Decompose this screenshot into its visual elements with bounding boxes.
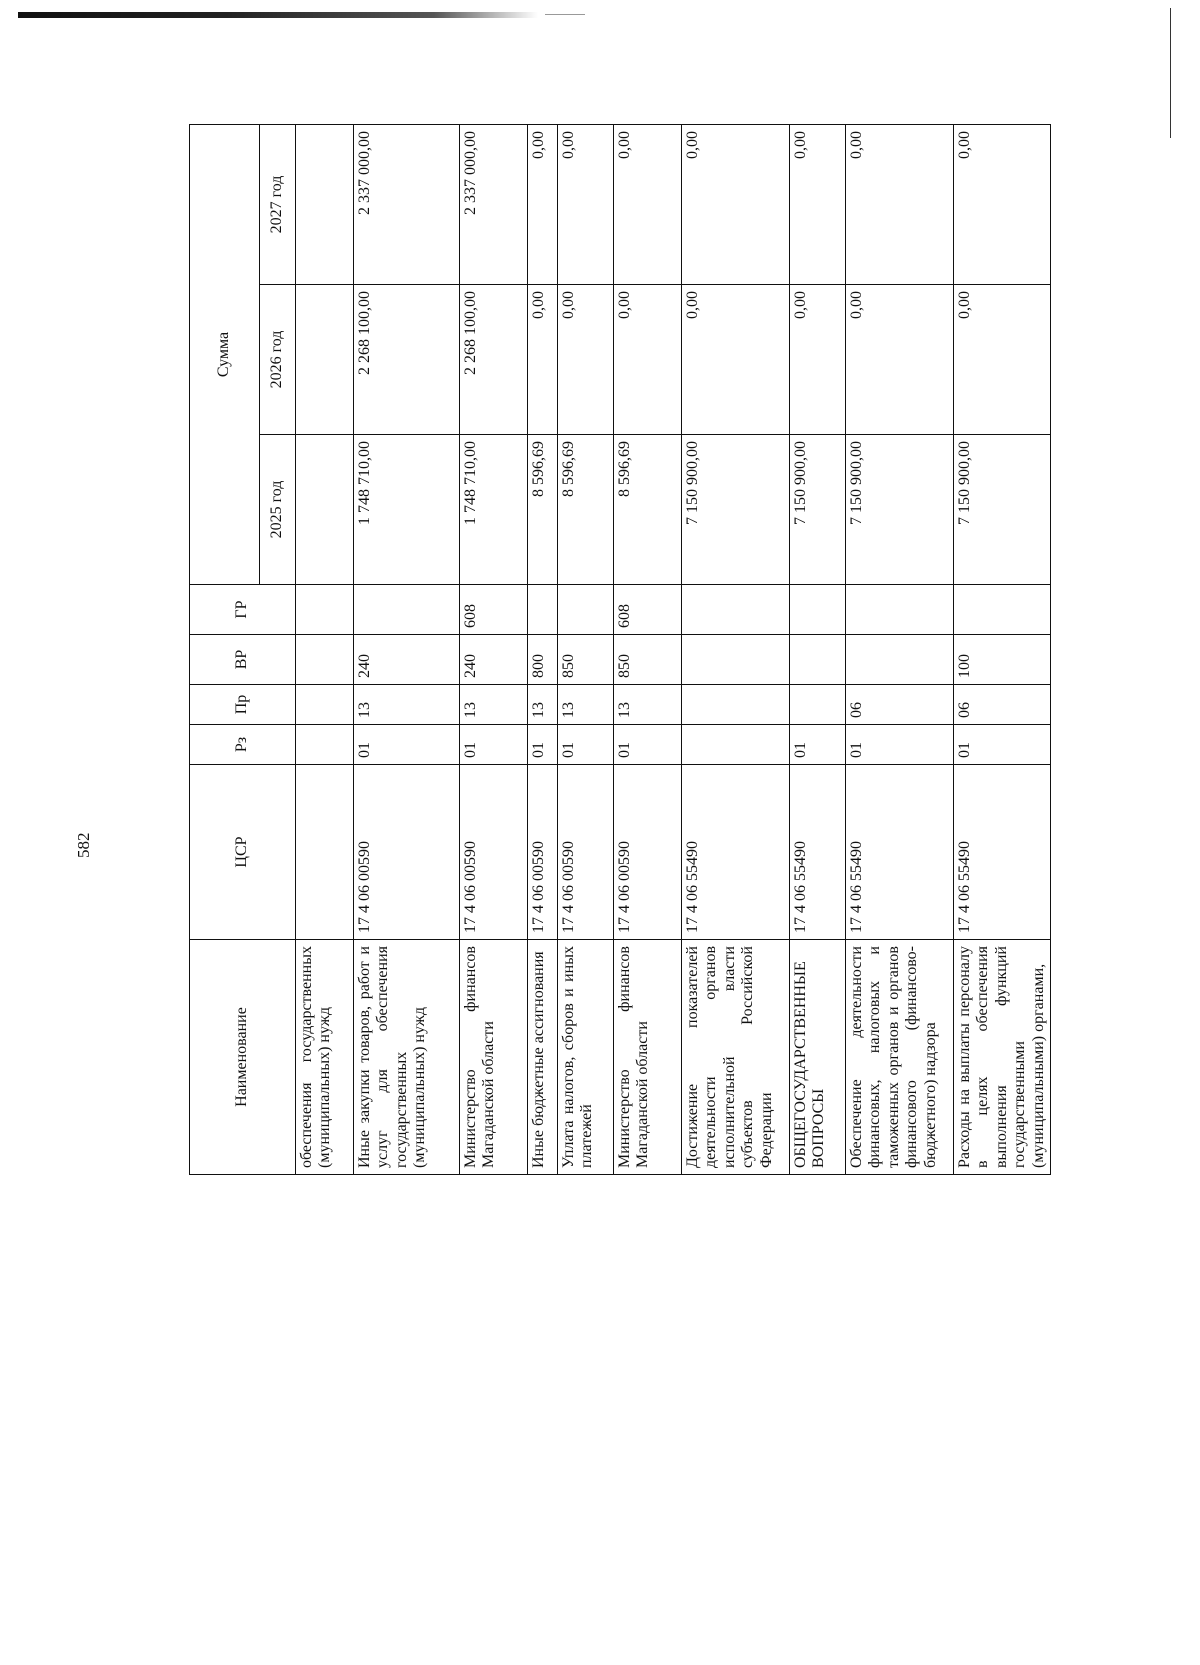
cell-csr: 17 4 06 55490: [682, 765, 790, 940]
cell-2025: 1 748 710,00: [460, 435, 528, 585]
header-vr: ВР: [190, 635, 296, 685]
table-row: [846, 125, 954, 1175]
cell-2027: 0,00: [846, 125, 954, 285]
table-row: [682, 125, 790, 1175]
scan-artifact: [545, 14, 585, 15]
cell-2025: 8 596,69: [558, 435, 614, 585]
cell-2025: 7 150 900,00: [790, 435, 846, 585]
cell-gr: [558, 585, 614, 635]
cell-name: Уплата налогов, сборов и иных платежей: [558, 940, 614, 1175]
cell-pr: [296, 685, 354, 725]
cell-2027: 2 337 000,00: [460, 125, 528, 285]
cell-vr: 850: [558, 635, 614, 685]
cell-rz: 01: [528, 725, 558, 765]
table-row: [558, 125, 614, 1175]
cell-2026: 0,00: [846, 285, 954, 435]
cell-name: обеспечения государственных (муниципальных) нужд: [296, 940, 354, 1175]
cell-2027: [296, 125, 354, 285]
cell-name: Достижение показателей деятельности органов исполнительной власти субъектов Российской Федерации: [682, 940, 790, 1175]
table-row: [614, 125, 682, 1175]
cell-gr: [682, 585, 790, 635]
header-gr: ГР: [190, 585, 296, 635]
cell-2026: 0,00: [614, 285, 682, 435]
table-body: [296, 125, 1051, 1175]
cell-gr: [354, 585, 460, 635]
cell-2025: 7 150 900,00: [846, 435, 954, 585]
cell-rz: 01: [354, 725, 460, 765]
cell-gr: 608: [460, 585, 528, 635]
cell-name: Иные бюджетные ассигнования: [528, 940, 558, 1175]
cell-vr: [846, 635, 954, 685]
rotated-table-container: [189, 125, 1069, 1175]
header-year-2027: 2027 год: [260, 125, 296, 285]
cell-pr: [790, 685, 846, 725]
budget-table: [189, 124, 1051, 1175]
cell-2025: 7 150 900,00: [682, 435, 790, 585]
cell-rz: 01: [614, 725, 682, 765]
cell-pr: [682, 685, 790, 725]
cell-2026: 2 268 100,00: [460, 285, 528, 435]
cell-2027: 0,00: [528, 125, 558, 285]
cell-vr: [682, 635, 790, 685]
page-number: 582: [74, 832, 93, 858]
cell-gr: [528, 585, 558, 635]
cell-vr: 800: [528, 635, 558, 685]
cell-2025: 8 596,69: [528, 435, 558, 585]
cell-2025: [296, 435, 354, 585]
cell-csr: [296, 765, 354, 940]
cell-vr: 850: [614, 635, 682, 685]
cell-name: Министерство финансов Магаданской области: [460, 940, 528, 1175]
cell-2027: 0,00: [954, 125, 1051, 285]
cell-vr: 240: [460, 635, 528, 685]
cell-gr: 608: [614, 585, 682, 635]
cell-vr: [296, 635, 354, 685]
cell-rz: [682, 725, 790, 765]
cell-pr: 13: [528, 685, 558, 725]
cell-pr: 06: [954, 685, 1051, 725]
cell-csr: 17 4 06 55490: [790, 765, 846, 940]
table-row: [460, 125, 528, 1175]
cell-rz: 01: [460, 725, 528, 765]
cell-rz: 01: [790, 725, 846, 765]
table-row: [296, 125, 354, 1175]
cell-vr: 240: [354, 635, 460, 685]
page-edge-line: [1170, 8, 1171, 138]
cell-name: ОБЩЕГОСУДАРСТВЕННЫЕ ВОПРОСЫ: [790, 940, 846, 1175]
header-name: Наименование: [190, 940, 296, 1175]
table-row: [790, 125, 846, 1175]
cell-2025: 7 150 900,00: [954, 435, 1051, 585]
cell-vr: 100: [954, 635, 1051, 685]
cell-2026: 0,00: [682, 285, 790, 435]
cell-2027: 0,00: [558, 125, 614, 285]
cell-pr: 13: [354, 685, 460, 725]
cell-rz: 01: [846, 725, 954, 765]
cell-name: Иные закупки товаров, работ и услуг для обеспечения государственных (муниципальных) нужд: [354, 940, 460, 1175]
cell-gr: [954, 585, 1051, 635]
cell-csr: 17 4 06 00590: [354, 765, 460, 940]
cell-2027: 0,00: [790, 125, 846, 285]
cell-pr: 13: [614, 685, 682, 725]
cell-csr: 17 4 06 55490: [954, 765, 1051, 940]
cell-pr: 13: [558, 685, 614, 725]
cell-gr: [846, 585, 954, 635]
cell-2027: 2 337 000,00: [354, 125, 460, 285]
scan-edge-mark: [18, 12, 538, 18]
cell-vr: [790, 635, 846, 685]
cell-2025: 1 748 710,00: [354, 435, 460, 585]
cell-csr: 17 4 06 00590: [558, 765, 614, 940]
cell-csr: 17 4 06 00590: [460, 765, 528, 940]
cell-name: Обеспечение деятельности финансовых, налоговых и таможенных органов и органов финансового (финансово-бюджетного) надзора: [846, 940, 954, 1175]
cell-rz: 01: [954, 725, 1051, 765]
cell-2025: 8 596,69: [614, 435, 682, 585]
cell-2027: 0,00: [614, 125, 682, 285]
cell-2026: 0,00: [954, 285, 1051, 435]
cell-gr: [296, 585, 354, 635]
cell-2026: 0,00: [528, 285, 558, 435]
cell-rz: 01: [558, 725, 614, 765]
cell-gr: [790, 585, 846, 635]
table-row: [954, 125, 1051, 1175]
cell-2026: [296, 285, 354, 435]
header-sum: Сумма: [190, 125, 260, 585]
header-year-2026: 2026 год: [260, 285, 296, 435]
cell-name: Расходы на выплаты персоналу в целях обеспечения выполнения функций государственными (муниципальными) органами,: [954, 940, 1051, 1175]
header-csr: ЦСР: [190, 765, 296, 940]
table-row: [354, 125, 460, 1175]
cell-csr: 17 4 06 00590: [614, 765, 682, 940]
cell-rz: [296, 725, 354, 765]
cell-csr: 17 4 06 55490: [846, 765, 954, 940]
cell-2026: 0,00: [558, 285, 614, 435]
table-row: [528, 125, 558, 1175]
cell-2027: 0,00: [682, 125, 790, 285]
cell-pr: 06: [846, 685, 954, 725]
header-pr: Пр: [190, 685, 296, 725]
header-rz: Рз: [190, 725, 296, 765]
cell-name: Министерство финансов Магаданской области: [614, 940, 682, 1175]
cell-2026: 2 268 100,00: [354, 285, 460, 435]
cell-csr: 17 4 06 00590: [528, 765, 558, 940]
cell-pr: 13: [460, 685, 528, 725]
header-year-2025: 2025 год: [260, 435, 296, 585]
cell-2026: 0,00: [790, 285, 846, 435]
